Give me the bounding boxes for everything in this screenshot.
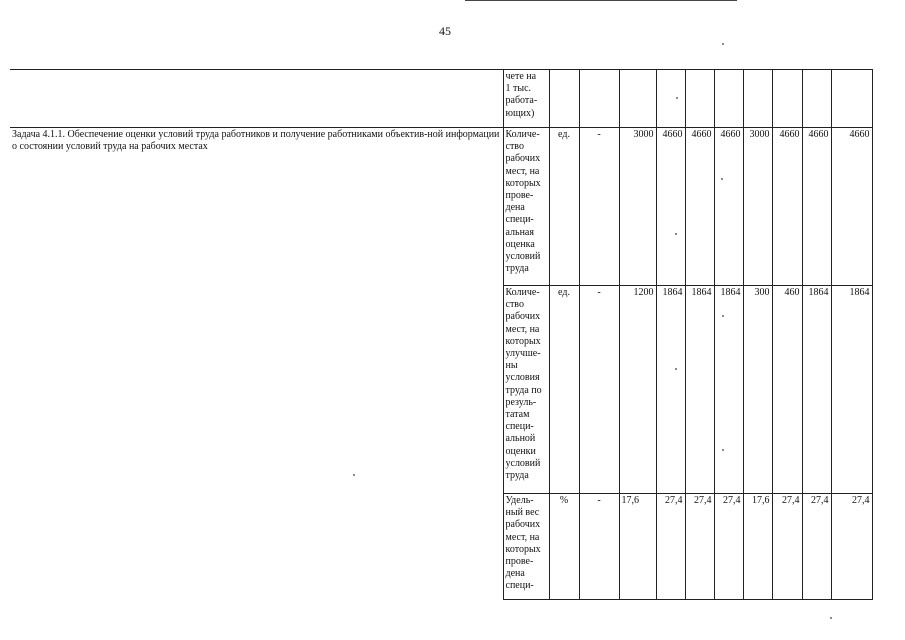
indicator-text: Количе- ство рабочих мест, на которых улучше- ны условия труда по резуль- татам специ- альной оценки условий труда [505, 287, 542, 482]
value-cell: 27,4 [656, 494, 685, 600]
indicator-cell [503, 286, 549, 494]
scan-speck [676, 97, 678, 99]
indicator-text: Количе- ство рабочих мест, на которых прове- дена специ- альная оценка условий труда [505, 129, 541, 275]
scan-speck [722, 43, 724, 45]
value-cell: 3000 [619, 128, 656, 286]
indicator-cell [503, 128, 549, 286]
value-cell: 1864 [831, 286, 872, 494]
value-cell: 17,6 [743, 494, 772, 600]
task-title: Задача 4.1.1. Обеспечение оценки условий труда работников и получение работниками объектив-ной информации о состоянии условий труда на рабочих местах [12, 129, 500, 153]
value-cell: 4660 [714, 128, 743, 286]
scan-speck [675, 233, 677, 235]
value-cell: 17,6 [619, 494, 656, 600]
scan-speck [722, 315, 724, 317]
unit-cell: % [549, 494, 579, 600]
value-cell [714, 70, 743, 128]
table-row-carryover [10, 70, 872, 128]
value-cell: 27,4 [831, 494, 872, 600]
task-cell-empty [10, 70, 503, 128]
value-cell: 27,4 [714, 494, 743, 600]
value-cell: 300 [743, 286, 772, 494]
value-cell: 460 [772, 286, 802, 494]
value-cell: 4660 [656, 128, 685, 286]
value-cell: 27,4 [772, 494, 802, 600]
value-cell: 4660 [802, 128, 831, 286]
task-cell [10, 128, 503, 600]
indicator-text: Удель- ный вес рабочих мест, на которых прове- дена специ- [505, 495, 541, 592]
value-cell: 4660 [831, 128, 872, 286]
page-number: 45 [439, 24, 451, 38]
document-table [10, 69, 873, 600]
unit-cell: ед. [549, 286, 579, 494]
value-cell: 3000 [743, 128, 772, 286]
value-cell [656, 70, 685, 128]
value-cell: 27,4 [802, 494, 831, 600]
value-cell: 1864 [714, 286, 743, 494]
value-cell [802, 70, 831, 128]
value-cell [772, 70, 802, 128]
scan-speck [830, 617, 832, 619]
base-cell: - [579, 494, 619, 600]
table-row [10, 128, 872, 286]
value-cell [831, 70, 872, 128]
scan-speck [675, 368, 677, 370]
value-cell: 1864 [685, 286, 714, 494]
value-cell: 1864 [656, 286, 685, 494]
value-cell: 4660 [772, 128, 802, 286]
value-cell: 1864 [802, 286, 831, 494]
indicator-cell [503, 494, 549, 600]
base-cell: - [579, 286, 619, 494]
value-cell: 27,4 [685, 494, 714, 600]
indicator-text: чете на 1 тыс. работа- ющих) [505, 71, 538, 119]
value-cell: 4660 [685, 128, 714, 286]
base-cell [579, 70, 619, 128]
value-cell [685, 70, 714, 128]
indicator-cell [503, 70, 549, 128]
value-cell [619, 70, 656, 128]
top-rule [465, 0, 737, 1]
scan-speck [721, 178, 723, 180]
value-cell: 1200 [619, 286, 656, 494]
unit-cell [549, 70, 579, 128]
scan-speck [722, 449, 724, 451]
base-cell: - [579, 128, 619, 286]
unit-cell: ед. [549, 128, 579, 286]
value-cell [743, 70, 772, 128]
scan-speck [353, 474, 355, 476]
